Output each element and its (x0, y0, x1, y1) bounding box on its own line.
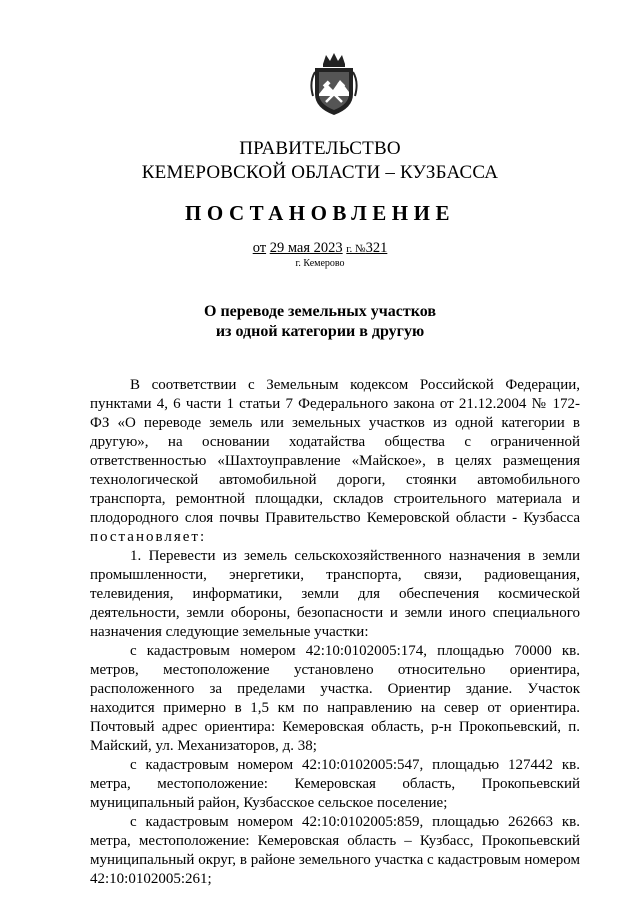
paragraph-plot-859: с кадастровым номером 42:10:0102005:859, площадью 262663 кв. метра, местоположение: Кемеровская область – Кузбасс, Прокопьевский муниципальный округ, в районе земельного участка с кадастровым номером 42:10:0102005:261; (90, 814, 580, 887)
paragraph-plot-174: с кадастровым номером 42:10:0102005:174, площадью 70000 кв. метров, местоположение установлено относительно ориентира, расположенного за пределами участка. Ориентир здание. Участок находится примерно в 1,5 км по направлению на север от ориентира. Почтовый адрес ориентира: Кемеровская область, р-н Прокопьевский, п. Майский, ул. Механизаторов, д. 38; (90, 643, 580, 754)
document-title-line2: из одной категории в другую (215, 323, 425, 340)
paragraph-plot-547: с кадастровым номером 42:10:0102005:547, площадью 127442 кв. метра, местоположение: Кемеровская область, Прокопьевский муниципальный район, Кузбасское сельское поселение; (90, 757, 580, 811)
government-name-line2: КЕМЕРОВСКОЙ ОБЛАСТИ – КУЗБАССА (141, 162, 499, 183)
decree-word: постановляет: (90, 529, 207, 545)
government-name-line1: ПРАВИТЕЛЬСТВО (239, 138, 401, 159)
year-number-label: г. № (346, 243, 366, 255)
document-city: г. Кемерово (295, 258, 345, 269)
preamble-text: В соответствии с Земельным кодексом Российской Федерации, пунктами 4, 6 части 1 статьи 7 Федерального закона от 21.12.2004 № 172-ФЗ «О переводе земель или земельных участков из одной категории в другую», на основании ходатайства общества с ограниченной ответственностью «Шахтоуправление «Майское», в целях размещения технологической автомобильной дороги, стоянки автомобильного транспорта, ремонтной площадки, складов строительного материала и плодородного слоя почвы Правительство Кемеровской области - Кузбасса (90, 377, 580, 526)
document-date: 29 мая 2023 (269, 240, 343, 256)
document-body (90, 376, 580, 889)
paragraph-preamble (90, 376, 580, 547)
paragraph-item-1: 1. Перевести из земель сельскохозяйственного назначения в земли промышленности, энергетики, транспорта, связи, радиовещания, телевидения, информатики, земли для обеспечения космической деятельности, земли обороны, безопасности и земли иного специального назначения следующие земельные участки: (90, 548, 580, 640)
kuzbass-coat-of-arms-icon (309, 50, 359, 118)
document-type: ПОСТАНОВЛЕНИЕ (185, 201, 455, 225)
date-number-line (0, 240, 640, 257)
date-prefix: от (252, 240, 267, 256)
document-title-line1: О переводе земельных участков (204, 303, 436, 320)
document-number: 321 (365, 240, 388, 256)
